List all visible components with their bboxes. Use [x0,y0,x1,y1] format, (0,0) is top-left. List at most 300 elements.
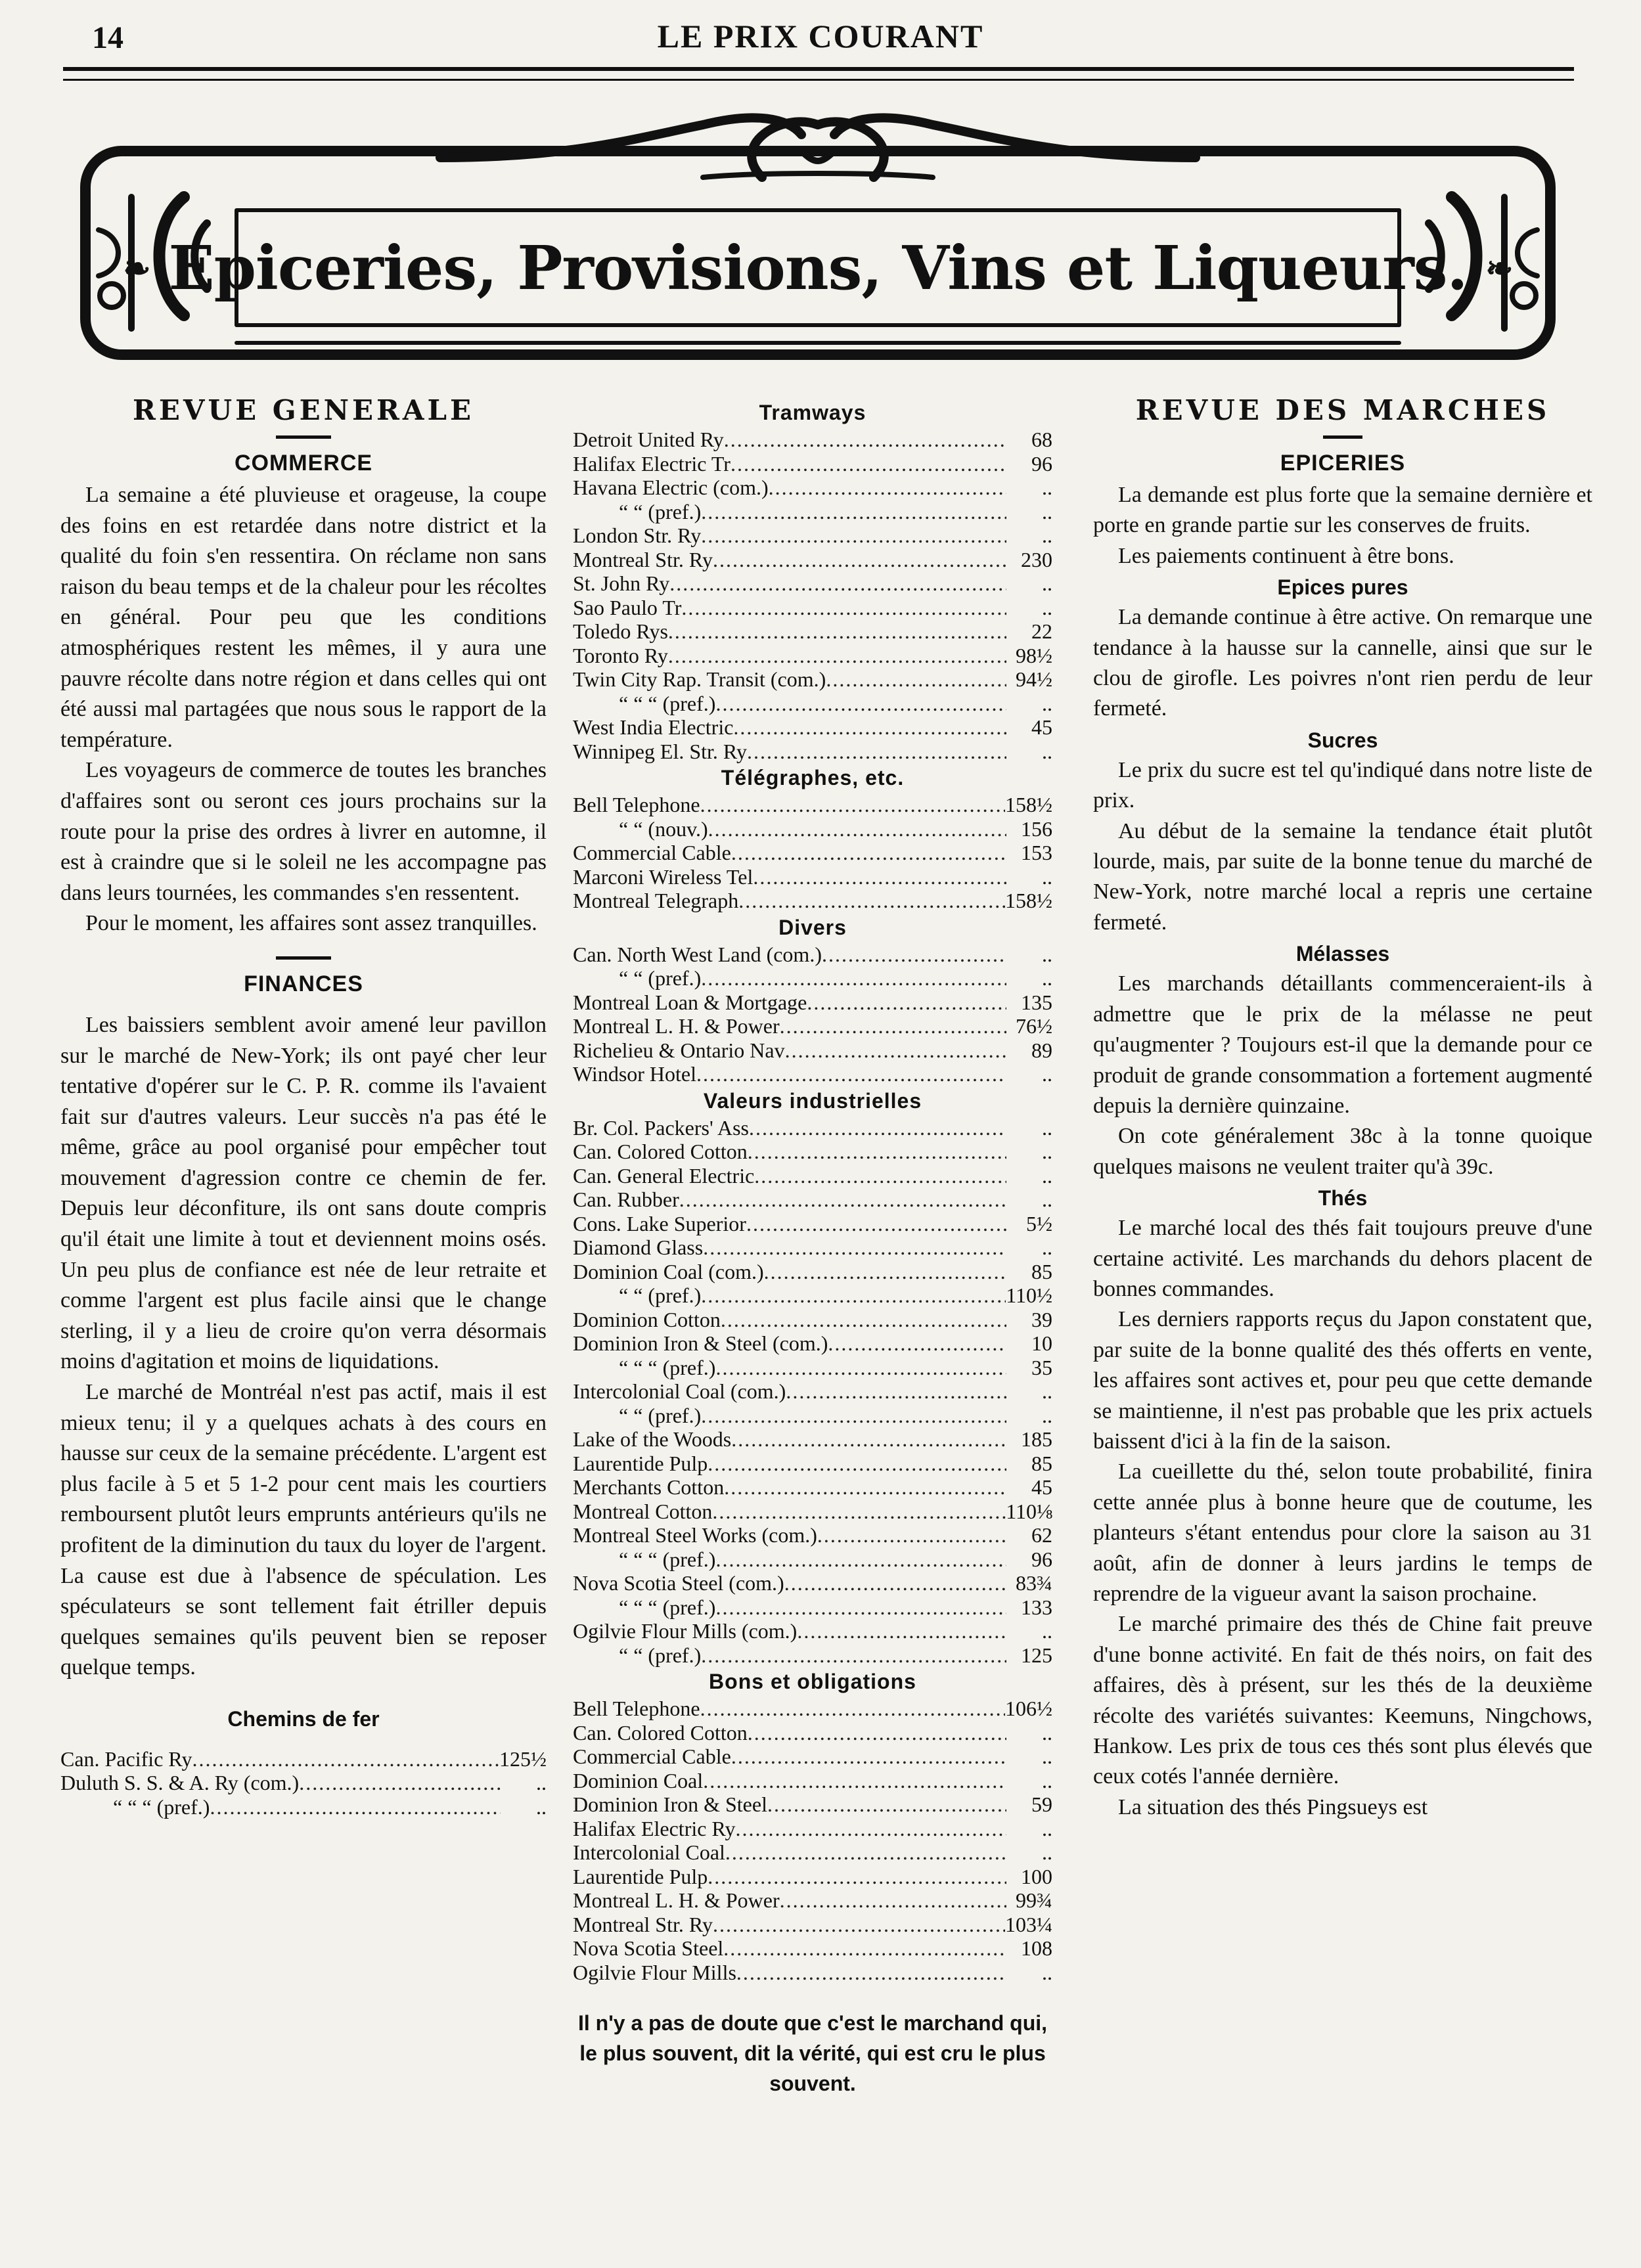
leader-dots [712,1500,1006,1524]
table-section-title: Bons et obligations [709,1670,916,1693]
leader-dots [724,428,1006,452]
row-value: 156 [1021,816,1052,841]
paragraph: Le marché local des thés fait toujours preuve d'une certaine activité. Les marchands du dehors placent de bonnes commandes. [1093,1216,1592,1301]
leader-dots [703,1769,1006,1793]
row-value: 110½ [1006,1283,1052,1307]
leader-dots [747,740,1006,764]
row-name: Toledo Rys [573,619,668,643]
table-row [573,1038,1052,1063]
row-value: 153 [1021,841,1052,864]
row-name: Can. Colored Cotton [573,1720,748,1745]
closing-quote: Il n'y a pas de doute que c'est le marchand qui, le plus souvent, dit la vérité, qui est cru le plus souvent. [577,2011,1048,2095]
leader-dots [700,1697,1005,1721]
row-name: “ “ “ (pref.) [619,691,716,715]
row-value: .. [1042,864,1052,889]
leader-dots [708,817,1006,841]
leader-dots [715,1547,1006,1572]
row-name: Diamond Glass [573,1235,704,1259]
table-row [573,1643,1052,1668]
fleuron-icon: ❧ [123,248,150,288]
row-value: 76½ [1016,1014,1052,1038]
leader-dots [784,1571,1006,1595]
table-row [573,1404,1052,1428]
table-row [573,1475,1052,1500]
table-row [573,1427,1052,1452]
row-value: 133 [1021,1595,1052,1619]
market-section-title: Mélasses [1295,942,1390,966]
leader-dots [817,1523,1006,1547]
row-name: West India Electric [573,715,734,739]
leader-dots [669,571,1006,596]
header-rule-thin [63,79,1574,81]
chemins-table [60,1747,547,1819]
leader-dots [733,715,1006,740]
table-row [573,1331,1052,1356]
table-section-title: Tramways [759,401,866,424]
leader-dots [708,1865,1006,1889]
leader-dots [769,476,1006,500]
row-value: 39 [1031,1307,1052,1331]
row-value: 125½ [499,1746,547,1771]
paragraph: La semaine a été pluvieuse et orageuse, la coupe des foins en est retardée dans notre district et la qualité du foin s'en ressentira. On réclame non sans raison du beau temps et de la chaleur pour les récoltes en général. Pour peu que les conditions atmosphériques restent les mêmes, il y aura une pauvre récolte dans notre région et dans celles qui ont été aussi mal partagées que nous sous le rapport de la température. [60,483,547,752]
table-row [573,1547,1052,1572]
row-name: Sao Paulo Tr [573,595,682,619]
heading-revue-generale: REVUE GENERALE [132,394,475,426]
table-row [573,692,1052,716]
row-name: Detroit United Ry [573,428,724,451]
row-name: Ogilvie Flour Mills [573,1960,736,1984]
row-value: 5½ [1026,1211,1052,1235]
leader-dots [754,1164,1006,1188]
row-value: 125 [1021,1643,1052,1667]
row-name: Montreal L. H. & Power [573,1014,780,1038]
table-row [573,1936,1052,1961]
leader-dots [780,1014,1006,1038]
stock-table [573,1116,1052,1668]
banner-title-box [123,211,1513,324]
row-name: “ “ (pref.) [619,1283,702,1307]
table-row [60,1795,547,1819]
leader-dots [786,1379,1006,1404]
leader-dots [738,889,1005,913]
leader-dots [701,1283,1006,1308]
row-value: 103¼ [1005,1912,1052,1936]
leader-dots [299,1771,501,1795]
row-name: “ “ (nouv.) [619,816,708,841]
table-row [60,1771,547,1795]
leader-dots [828,1331,1006,1356]
leader-dots [715,1356,1006,1380]
paragraph: Au début de la semaine la tendance était plutôt lourde, mais, par suite de la bonne tenue du marché de New-York, notre marché local a repris une certaine fermeté. [1093,818,1592,935]
table-row [573,1697,1052,1721]
row-name: Halifax Electric Ry [573,1816,736,1840]
row-value: .. [1042,966,1052,990]
row-value: 110⅛ [1006,1499,1052,1523]
row-name: Ogilvie Flour Mills (com.) [573,1619,798,1643]
row-value: .. [1042,1768,1052,1792]
leader-dots [724,1475,1006,1500]
leader-dots [767,1792,1006,1817]
heading-rule [1323,435,1362,439]
row-name: Can. Pacific Ry [60,1746,192,1771]
row-name: Montreal Cotton [573,1499,713,1523]
table-row [573,1235,1052,1260]
table-section-title: Télégraphes, etc. [721,766,905,789]
row-value: .. [1042,1720,1052,1745]
table-row [573,1140,1052,1164]
paragraph: Le prix du sucre est tel qu'indiqué dans notre liste de prix. [1093,757,1592,813]
row-name: Laurentide Pulp [573,1451,708,1475]
table-row [573,1379,1052,1404]
leader-dots [731,841,1006,865]
leader-dots [679,1188,1006,1212]
row-name: London Str. Ry [573,523,702,547]
row-value: 106½ [1005,1697,1052,1720]
table-row [573,793,1052,817]
market-section-title: Sucres [1307,728,1378,752]
leader-dots [713,548,1006,572]
leader-dots [701,1404,1006,1428]
row-value: 96 [1031,451,1052,476]
leader-dots [210,1795,501,1819]
row-name: Winnipeg El. Str. Ry [573,739,747,763]
table-row [573,990,1052,1015]
publication-title: LE PRIX COURANT [657,18,984,55]
paragraph: La situation des thés Pingsueys est [1118,1794,1428,1819]
leader-dots [721,1308,1006,1332]
leader-dots [701,523,1006,548]
row-value: 10 [1031,1331,1052,1355]
row-value: .. [1042,1062,1052,1086]
section-title-finances: FINANCES [244,971,363,996]
leader-dots [713,1913,1005,1937]
leader-dots [731,1745,1006,1769]
row-name: Lake of the Woods [573,1427,732,1451]
table-row [573,1452,1052,1476]
row-value: .. [1042,1816,1052,1840]
row-name: Intercolonial Coal (com.) [573,1379,786,1403]
paragraph: Pour le moment, les affaires sont assez tranquilles. [85,911,537,936]
leader-dots [736,1961,1006,1985]
row-name: Havana Electric (com.) [573,476,769,499]
row-value: 59 [1031,1792,1052,1816]
leader-dots [822,943,1006,967]
table-row [573,500,1052,524]
table-row [573,1188,1052,1212]
row-name: Laurentide Pulp [573,1864,708,1888]
leader-dots [723,1936,1006,1961]
row-value: 94½ [1016,667,1052,691]
column-left [60,394,547,1821]
paragraph: Les marchands détaillants commenceraient-ils à admettre que le prix de la mélasse ne peut qu'augmenter ? Toujours est-il que la demande pour ce produit de grande consommation a fortement augmenté depuis la dernière quinzaine. [1093,971,1592,1118]
table-row [573,1062,1052,1086]
table-row [573,1014,1052,1038]
table-row [573,619,1052,644]
stock-tables [573,401,1052,1984]
row-value: 68 [1031,428,1052,451]
table-section-title: Valeurs industrielles [703,1088,922,1113]
row-value: 89 [1031,1038,1052,1062]
row-value: .. [1042,1403,1052,1427]
fleuron-icon: ❧ [1485,248,1513,288]
row-name: Dominion Cotton [573,1307,721,1331]
row-name: Bell Telephone [573,793,700,816]
row-value: .. [1042,1115,1052,1140]
table-row [573,1792,1052,1817]
leader-dots [731,452,1006,476]
table-row [573,1888,1052,1913]
row-name: “ “ “ (pref.) [619,1355,716,1379]
heading-rule [276,435,331,439]
leader-dots [736,1817,1007,1841]
row-value: 85 [1031,1259,1052,1283]
row-value: .. [1042,691,1052,715]
row-name: Commercial Cable [573,841,731,864]
table-row [573,889,1052,913]
row-value: 185 [1021,1427,1052,1451]
row-value: 96 [1031,1547,1052,1571]
leader-dots [797,1619,1006,1643]
table-row [573,476,1052,500]
section-rule [276,956,331,960]
stock-table [573,1697,1052,1984]
row-value: .. [536,1771,547,1795]
table-row [60,1747,547,1771]
section-title-commerce: COMMERCE [234,451,373,476]
row-name: St. John Ry [573,571,670,595]
row-name: Montreal Str. Ry [573,1912,713,1936]
leader-dots [764,1260,1006,1284]
table-row [573,1500,1052,1524]
row-name: Can. North West Land (com.) [573,942,822,966]
row-name: Intercolonial Coal [573,1840,725,1864]
leader-dots [748,1140,1006,1164]
table-row [573,1260,1052,1284]
row-name: Bell Telephone [573,1697,700,1720]
row-name: Can. Rubber [573,1188,679,1211]
leader-dots [701,1643,1006,1668]
leader-dots [668,644,1006,668]
table-row [573,1308,1052,1332]
row-value: .. [1042,1840,1052,1864]
table-row [573,644,1052,668]
table-row [573,865,1052,889]
table-row [573,1116,1052,1140]
leader-dots [700,793,1005,817]
leader-dots [748,1721,1006,1745]
table-row [573,1817,1052,1841]
row-name: Montreal Steel Works (com.) [573,1523,817,1547]
row-name: Dominion Iron & Steel [573,1792,767,1816]
leader-dots [826,667,1006,692]
paragraph: Les paiements continuent à être bons. [1118,543,1454,568]
table-row [573,1571,1052,1595]
row-value: .. [1042,1745,1052,1768]
row-value: .. [1042,1163,1052,1188]
column-right [1093,394,1592,1823]
row-value: .. [1042,1188,1052,1211]
table-row [573,715,1052,740]
table-row [573,596,1052,620]
row-name: “ “ “ (pref.) [619,1595,716,1619]
leader-dots [701,966,1006,990]
paragraph: La demande continue à être active. On remarque une tendance à la hausse sur la cannelle, ainsi que sur le clou de girofle. Les poivres n'ont rien perdu de leur fermeté. [1093,605,1592,721]
table-row [573,841,1052,865]
row-name: “ “ (pref.) [619,1643,702,1667]
leader-dots [731,1427,1006,1452]
stock-table [573,793,1052,913]
row-value: 22 [1031,619,1052,643]
table-row [573,523,1052,548]
heading-revue-des-marches: REVUE DES MARCHES [1135,394,1550,426]
row-name: Dominion Coal (com.) [573,1259,764,1283]
table-row [573,1721,1052,1745]
row-name: Twin City Rap. Transit (com.) [573,667,826,691]
table-row [573,428,1052,452]
table-row [573,1212,1052,1236]
row-value: 230 [1021,547,1052,571]
table-row [573,817,1052,841]
leader-dots [746,1212,1006,1236]
section-title-chemins: Chemins de fer [227,1706,380,1731]
table-row [573,667,1052,692]
leader-dots [703,1235,1006,1260]
row-name: “ “ (pref.) [619,499,702,523]
row-name: Montreal L. H. & Power [573,1888,780,1912]
leader-dots [725,1840,1006,1865]
row-value: 45 [1031,1475,1052,1499]
row-name: “ “ (pref.) [619,966,702,990]
row-value: .. [1042,571,1052,595]
paragraph: Les voyageurs de commerce de toutes les branches d'affaires sont ou seront ces jours prochains sur la route pour la prise des ordres à livrer en automne, il est à craindre que si le soleil ne les accompagne pas dans leurs tournées, les commandes s'en ressentent. [60,758,547,905]
row-name: Dominion Iron & Steel (com.) [573,1331,828,1355]
row-value: 100 [1021,1864,1052,1888]
leader-dots [807,990,1006,1015]
table-row [573,1913,1052,1937]
table-row [573,943,1052,967]
row-name: Montreal Str. Ry [573,547,713,571]
row-value: 135 [1021,990,1052,1014]
row-value: .. [1042,739,1052,763]
page-number: 14 [92,20,124,55]
row-value: 45 [1031,715,1052,739]
leader-dots [715,1595,1006,1620]
row-value: .. [1042,1960,1052,1984]
table-row [573,1356,1052,1380]
market-section-title: EPICERIES [1280,451,1406,476]
market-section-title: Epices pures [1277,575,1408,600]
column-middle [573,398,1052,2099]
table-row [573,740,1052,764]
market-section-title: Thés [1318,1186,1368,1211]
row-value: .. [1042,595,1052,619]
row-name: Merchants Cotton [573,1475,725,1499]
row-value: .. [1042,942,1052,966]
row-value: .. [1042,523,1052,547]
row-value: 158½ [1005,889,1052,912]
market-sections [1093,451,1592,1823]
table-row [573,1595,1052,1620]
table-row [573,1164,1052,1188]
row-name: Windsor Hotel [573,1062,697,1086]
leader-dots [681,596,1006,620]
paragraph: Le marché primaire des thés de Chine fait preuve d'une bonne activité. En fait de thés noirs, on fait des affaires, dès à présent, sur les thés de la deuxième récolte des variétés suivantes: Keemuns, Ningchows, Hankow. Les prix de tous ces thés sont plus élevés que ceux cotés l'année dernière. [1093,1612,1592,1789]
table-row [573,1840,1052,1865]
row-name: Duluth S. S. & A. Ry (com.) [60,1771,300,1795]
table-row [573,1523,1052,1547]
section-banner [72,99,1563,374]
row-value: .. [1042,1235,1052,1259]
row-name: Halifax Electric Tr [573,451,731,476]
stock-table [573,943,1052,1086]
paragraph: Le marché de Montréal n'est pas actif, mais il est mieux tenu; il y a quelques achats à des cours en hausse sur ceux de la semaine précédente. L'argent est plus facile à 5 et 5 1-2 pour cent mais les courtiers remboursent plutôt leurs emprunts antérieurs qu'ils ne profitent de la diminution du taux du loyer de l'argent. La cause est due à l'absence de spéculation. Les spéculateurs se sont tellement fait étriller depuis quelques semaines qu'ils peuvent bien se reposer quelque temps. [60,1380,547,1680]
stock-table [573,428,1052,763]
paragraph: On cote généralement 38c à la tonne quoique quelques maisons ne veulent traiter qu'à 39c. [1093,1124,1592,1179]
table-row [573,548,1052,572]
row-value: 158½ [1005,793,1052,816]
row-name: Montreal Loan & Mortgage [573,990,807,1014]
leader-dots [749,1116,1006,1140]
leader-dots [753,865,1006,889]
leader-dots [780,1888,1006,1913]
leader-dots [192,1747,499,1771]
row-name: Can. General Electric [573,1163,755,1188]
row-name: Commercial Cable [573,1745,731,1768]
table-row [573,1865,1052,1889]
paragraph: Les baissiers semblent avoir amené leur pavillon sur le marché de New-York; ils ont payé cher leur tentative d'opérer sur le C. P. R. comme ils l'avaient fait sur d'autres valeurs. Leur succès n'a pas été le même, grâce au pool organisé pour empêcher tout mouvement d'agression contre ce chemin de fer. Depuis leur déconfiture, ils ont sans doute compris qu'il était une limite à tout et deviennent moins osés. Un peu plus de confiance est née de leur retraite et comme l'argent est plus facile ainsi que le change sterling, il y a lieu de croire qu'on verra désormais moins d'agitation et moins de liquidations. [60,1012,547,1374]
table-section-title: Divers [778,915,847,939]
table-row [573,1745,1052,1769]
table-row [573,1619,1052,1643]
row-value: .. [1042,499,1052,523]
row-value: .. [1042,1140,1052,1163]
leader-dots [708,1452,1006,1476]
row-value: 98½ [1016,643,1052,667]
row-name: Toronto Ry [573,643,668,667]
row-value: .. [1042,1619,1052,1643]
row-name: Marconi Wireless Tel [573,864,753,889]
leader-dots [715,692,1006,716]
banner-title: Epiceries, Provisions, Vins et Liqueurs. [168,233,1468,303]
leader-dots [668,619,1006,644]
table-row [573,966,1052,990]
row-name: Nova Scotia Steel (com.) [573,1571,784,1595]
row-name: Can. Colored Cotton [573,1140,748,1163]
paragraph: La demande est plus forte que la semaine dernière et porte en grande partie sur les conserves de fruits. [1093,483,1592,538]
leader-dots [696,1062,1006,1086]
paragraph: Les derniers rapports reçus du Japon constatent que, par suite de la bonne qualité des thés offerts en vente, les affaires sont actives et, pour peu que cette demande se maintienne, il n'est pas probable que les prix actuels baissent d'ici à la fin de la saison. [1093,1307,1592,1454]
row-name: “ “ (pref.) [619,1403,702,1427]
row-value: 108 [1021,1936,1052,1960]
table-row [573,571,1052,596]
header-rule-thick [63,67,1574,71]
row-value: 83¾ [1016,1571,1052,1595]
paragraph: La cueillette du thé, selon toute probabilité, finira cette année plus à bonne heure que de coutume, les planteurs s'étant entendus pour clore la saison au 31 août, afin de donner à leurs jardins le temps de reprendre de la vigueur avant la saison prochaine. [1093,1459,1592,1606]
table-row [573,1283,1052,1308]
row-value: 85 [1031,1451,1052,1475]
row-value: .. [536,1794,547,1819]
row-name: Cons. Lake Superior [573,1211,746,1235]
leader-dots [785,1038,1006,1063]
row-name: “ “ “ (pref.) [113,1794,210,1819]
row-value: 62 [1031,1523,1052,1547]
table-row [573,452,1052,476]
row-name: Montreal Telegraph [573,889,739,912]
row-value: 99¾ [1016,1888,1052,1912]
row-name: Nova Scotia Steel [573,1936,724,1960]
row-value: .. [1042,1379,1052,1403]
row-name: Dominion Coal [573,1768,704,1792]
